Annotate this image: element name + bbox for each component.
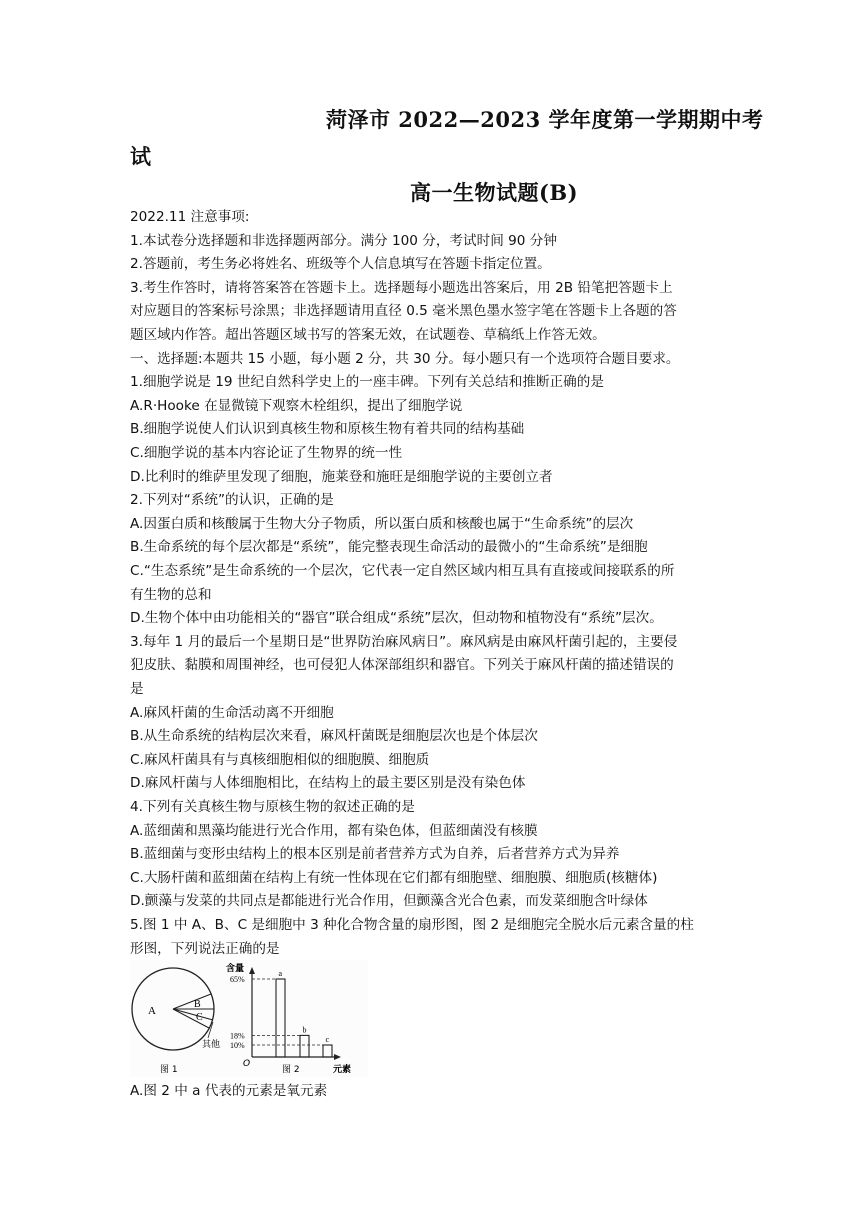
text-line: 形图，下列说法正确的是 <box>130 940 280 957</box>
x-axis-arrow <box>334 1054 341 1060</box>
text-line: B.从生命系统的结构层次来看，麻风杆菌既是细胞层次也是个体层次 <box>130 728 538 745</box>
text-line: B.生命系统的每个层次都是“系统”，能完整表现生命活动的最微小的“生命系统”是细胞 <box>130 539 648 556</box>
figure-2-caption: 图 2 <box>282 1065 300 1075</box>
text-line: 3.每年 1 月的最后一个星期日是“世界防治麻风病日”。麻风病是由麻风杆菌引起的，主要侵 <box>130 633 678 650</box>
text-line: C.细胞学说的基本内容论证了生物界的统一性 <box>130 445 403 461</box>
text-line: 1.本试卷分选择题和非选择题两部分。满分 100 分，考试时间 90 分钟 <box>130 232 557 249</box>
text-line: 1.细胞学说是 19 世纪自然科学史上的一座丰碑。下列有关总结和推断正确的是 <box>130 374 604 391</box>
y-tick-label: 65% <box>230 975 245 984</box>
text-line: D.生物个体中由功能相关的“器官”联合组成“系统”层次，但动物和植物没有“系统”层次。 <box>130 610 663 627</box>
text-line: 5.图 1 中 A、B、C 是细胞中 3 种化合物含量的扇形图，图 2 是细胞完全脱水后元素含量的柱 <box>130 917 694 933</box>
text-line: 2.答题前，考生务必将姓名、班级等个人信息填写在答题卡指定位置。 <box>130 256 551 273</box>
y-tick-label: 18% <box>230 1031 245 1041</box>
text-line: B.细胞学说使人们认识到真核生物和原核生物有着共同的结构基础 <box>130 421 525 438</box>
text-line: D.麻风杆菌与人体细胞相比，在结构上的最主要区别是没有染色体 <box>130 775 526 792</box>
text-line: B.蓝细菌与变形虫结构上的根本区别是前者营养方式为自养，后者营养方式为异养 <box>130 846 620 863</box>
y-axis-label: 含量 <box>226 964 245 974</box>
text-line: 对应题目的答案标号涂黑；非选择题请用直径 0.5 毫米黑色墨水签字笔在答题卡上各题的答 <box>130 303 677 320</box>
pie-label-c: C <box>196 1012 203 1023</box>
origin-label: O <box>243 1059 251 1069</box>
bar-b <box>300 1035 309 1057</box>
text-line: D.颤藻与发菜的共同点是都能进行光合作用，但颤藻含光合色素，而发菜细胞含叶绿体 <box>130 893 648 910</box>
text-line: 3.考生作答时，请将答案答在答题卡上。选择题每小题选出答案后，用 2B 铅笔把答题卡上 <box>130 279 673 296</box>
text-line: C.麻风杆菌具有与真核细胞相似的细胞膜、细胞质 <box>130 751 430 768</box>
text-line: 题区域内作答。超出答题区域书写的答案无效，在试题卷、草稿纸上作答无效。 <box>130 327 606 343</box>
pie-divider-4 <box>173 1009 209 1028</box>
y-axis-arrow <box>249 967 255 974</box>
text-line: 有生物的总和 <box>130 586 212 603</box>
pie-divider-1 <box>173 994 211 1009</box>
figure-svg <box>130 960 368 1077</box>
pie-label-a: A <box>148 1005 156 1017</box>
exam-subtitle: 高一生物试题(B) <box>410 180 579 205</box>
exam-title-wrap: 试 <box>130 144 151 169</box>
text-line: A.R·Hooke 在显微镜下观察木栓组织，提出了细胞学说 <box>130 397 463 414</box>
text-line: C.“生态系统”是生命系统的一个层次，它代表一定自然区域内相互具有直接或间接联系的所 <box>130 563 675 579</box>
text-line: 一、选择题:本题共 15 小题，每小题 2 分，共 30 分。每小题只有一个选项符合题目要求。 <box>130 350 680 367</box>
text-line: 2.下列对“系统”的认识，正确的是 <box>130 492 334 509</box>
question-5-figure <box>130 960 368 1077</box>
text-line: C.大肠杆菌和蓝细菌在结构上有统一性体现在它们都有细胞壁、细胞膜、细胞质(核糖体) <box>130 869 658 886</box>
pie-label-b: B <box>194 999 201 1010</box>
figure-1-caption: 图 1 <box>160 1065 178 1075</box>
text-line: 犯皮肤、黏膜和周围神经，也可侵犯人体深部组织和器官。下列关于麻风杆菌的描述错误的 <box>130 657 674 674</box>
text-line: 4.下列有关真核生物与原核生物的叙述正确的是 <box>130 799 415 815</box>
pie-label-other: 其他 <box>202 1040 221 1050</box>
bar-label-b: b <box>302 1025 307 1035</box>
bar-c <box>323 1045 332 1057</box>
figure-1-pie-chart <box>132 968 220 1075</box>
text-line: A.蓝细菌和黑藻均能进行光合作用，都有染色体，但蓝细菌没有核膜 <box>130 822 538 839</box>
question-5-option-a: A.图 2 中 a 代表的元素是氧元素 <box>130 1083 328 1099</box>
x-axis-label: 元素 <box>333 1065 352 1075</box>
text-line: D.比利时的维萨里发现了细胞，施莱登和施旺是细胞学说的主要创立者 <box>130 468 553 485</box>
figure-2-bar-chart <box>226 962 351 1075</box>
exam-title: 菏泽市 2022—2023 学年度第一学期期中考 <box>326 107 764 132</box>
bar-label-c: c <box>325 1035 330 1044</box>
text-line: 2022.11 注意事项: <box>130 209 250 225</box>
text-line: A.麻风杆菌的生命活动离不开细胞 <box>130 704 334 721</box>
y-tick-label: 10% <box>230 1041 245 1050</box>
text-line: A.因蛋白质和核酸属于生物大分子物质，所以蛋白质和核酸也属于“生命系统”的层次 <box>130 515 634 532</box>
bar-label-a: a <box>278 969 283 978</box>
text-line: 是 <box>130 681 144 697</box>
pie-divider-3 <box>173 1009 213 1020</box>
